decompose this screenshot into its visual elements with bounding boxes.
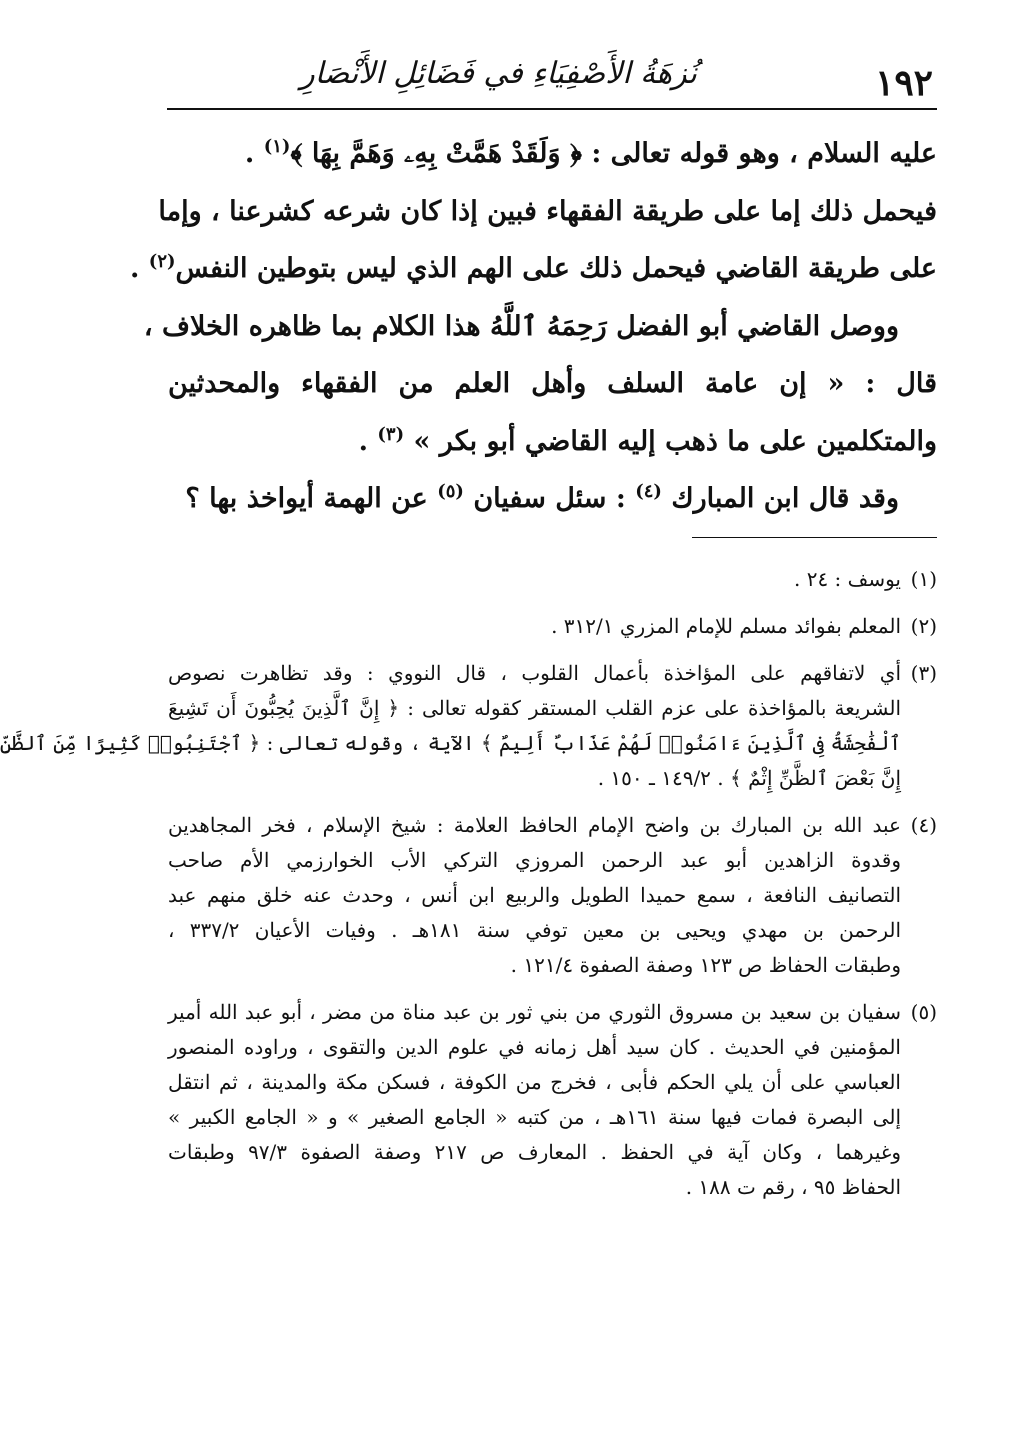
text-segment: عن الهمة أيواخذ بها ؟ bbox=[185, 483, 428, 514]
footnote-number: (٥) bbox=[910, 1000, 937, 1024]
footnote-line: وقدوة الزاهدين أبو عبد الرحمن المروزي التركي الأب الخوارزمي الأم صاحب bbox=[168, 848, 901, 872]
footnote-number: (٢) bbox=[910, 614, 937, 638]
footnote-line: يوسف : ٢٤ . bbox=[793, 567, 901, 591]
footnote-1 bbox=[168, 562, 937, 597]
text-line: قال : « إن عامة السلف وأهل العلم من الفقهاء والمحدثين bbox=[168, 368, 937, 399]
footnote-marker: (٤) bbox=[635, 481, 662, 502]
footnote-marker: (٥) bbox=[437, 481, 464, 502]
footnote-line: عبد الله بن المبارك بن واضح الإمام الحافظ العلامة : شيخ الإسلام ، فخر المجاهدين bbox=[168, 813, 901, 837]
text-segment: والمتكلمين على ما ذهب إليه القاضي أبو بكر » bbox=[413, 425, 937, 457]
footnotes bbox=[0, 562, 937, 1217]
footnote-line: العباسي على أن يلي الحكم فأبى ، فخرج من الكوفة ، فسكن مكة والمدينة ، ثم انتقل bbox=[168, 1070, 901, 1094]
footnote-line: المؤمنين في الحديث . كان سيد أهل زمانه في علوم الدين والتقوى ، وراوده المنصور bbox=[168, 1035, 901, 1059]
text-segment: . bbox=[244, 138, 255, 169]
text-line bbox=[168, 470, 937, 528]
text-segment: . bbox=[358, 425, 368, 457]
footnote-marker: (٣) bbox=[377, 423, 405, 445]
footnote-line: سفيان بن سعيد بن مسروق الثوري من بني ثور بن عبد مناة من مضر ، أبو عبد الله أمير bbox=[168, 1000, 901, 1024]
footnote-marker: (٢) bbox=[148, 251, 176, 272]
page-number: ١٩٢ bbox=[874, 62, 933, 104]
footnote-number: (٤) bbox=[910, 813, 937, 837]
text-segment: وقد قال ابن المبارك bbox=[671, 483, 899, 514]
text-segment: . bbox=[129, 253, 140, 284]
footnote-line: وغيرهما ، وكان آية في الحفظ . المعارف ص ٢١٧ وصفة الصفوة ٩٧/٣ وطبقات bbox=[168, 1140, 901, 1164]
footnote-line: أي لاتفاقهم على المؤاخذة بأعمال القلوب ، قال النووي : وقد تظاهرت نصوص bbox=[168, 661, 901, 685]
footnote-line: الحفاظ ٩٥ ، رقم ت ١٨٨ . bbox=[685, 1175, 901, 1199]
text-line bbox=[168, 413, 937, 471]
text-line bbox=[168, 125, 937, 183]
text-line bbox=[129, 240, 937, 298]
footnote-line: الرحمن بن مهدي ويحيى بن معين توفي سنة ١٨١هـ . وفيات الأعيان ٣٣٧/٢ ، bbox=[168, 918, 902, 942]
footnote-line: التصانيف النافعة ، سمع حميدا الطويل والربيع ابن أنس ، وحدث عنه خلق منهم عبد bbox=[168, 883, 901, 907]
footnote-separator bbox=[692, 537, 937, 538]
main-text bbox=[129, 125, 937, 528]
text-segment: : سئل سفيان bbox=[473, 483, 626, 514]
page-header bbox=[167, 40, 937, 110]
footnote-4 bbox=[168, 808, 937, 983]
footnote-line: ٱلْفَٰحِشَةُ فِى ٱلَّذِينَ ءَامَنُوا۟ لَهُمْ عَذَابٌ أَلِيمٌ ﴾ الآية ، وقوله تعالى : ﴿ ٱجْتَنِبُوا۟ كَثِيرًا مِّنَ ٱلظَّنِّ bbox=[0, 731, 901, 755]
footnote-line: وطبقات الحفاظ ص ١٢٣ وصفة الصفوة ١٢١/٤ . bbox=[510, 953, 901, 977]
header-rule bbox=[167, 108, 937, 110]
footnote-line: المعلم بفوائد مسلم للإمام المزري ٣١٢/١ . bbox=[551, 614, 901, 638]
text-segment: عليه السلام ، وهو قوله تعالى : ﴿ وَلَقَدْ هَمَّتْ بِهِۦ وَهَمَّ بِهَا ﴾ bbox=[290, 138, 937, 169]
footnote-line: إِنَّ بَعْضَ ٱلظَّنِّ إِثْمٌ ﴾ . ١٤٩/٢ ـ ١٥٠ . bbox=[597, 766, 901, 790]
footnote-3 bbox=[0, 656, 937, 796]
text-line: فيحمل ذلك إما على طريقة الفقهاء فبين إذا كان شرعه كشرعنا ، وإما bbox=[158, 195, 937, 227]
footnote-number: (٣) bbox=[910, 661, 937, 685]
footnote-2 bbox=[168, 609, 937, 644]
text-line: ووصل القاضي أبو الفضل رَحِمَهُ ٱللَّهُ هذا الكلام بما ظاهره الخلاف ، bbox=[143, 310, 899, 342]
footnote-line: إلى البصرة فمات فيها سنة ١٦١هـ ، من كتبه « الجامع الصغير » و « الجامع الكبير » bbox=[168, 1105, 902, 1129]
text-segment: على طريقة القاضي فيحمل ذلك على الهم الذي ليس بتوطين النفس bbox=[175, 253, 937, 284]
footnote-marker: (١) bbox=[263, 136, 291, 157]
book-title: نُزهَةُ الأَصْفِيَاءِ في فَضَائِلِ الأَنْصَارِ bbox=[300, 56, 697, 91]
footnote-number: (١) bbox=[910, 567, 937, 591]
footnote-line: الشريعة بالمؤاخذة على عزم القلب المستقر كقوله تعالى : ﴿ إِنَّ ٱلَّذِينَ يُحِبُّونَ أَن تَشِيعَ bbox=[168, 696, 901, 720]
footnote-5 bbox=[168, 995, 937, 1205]
